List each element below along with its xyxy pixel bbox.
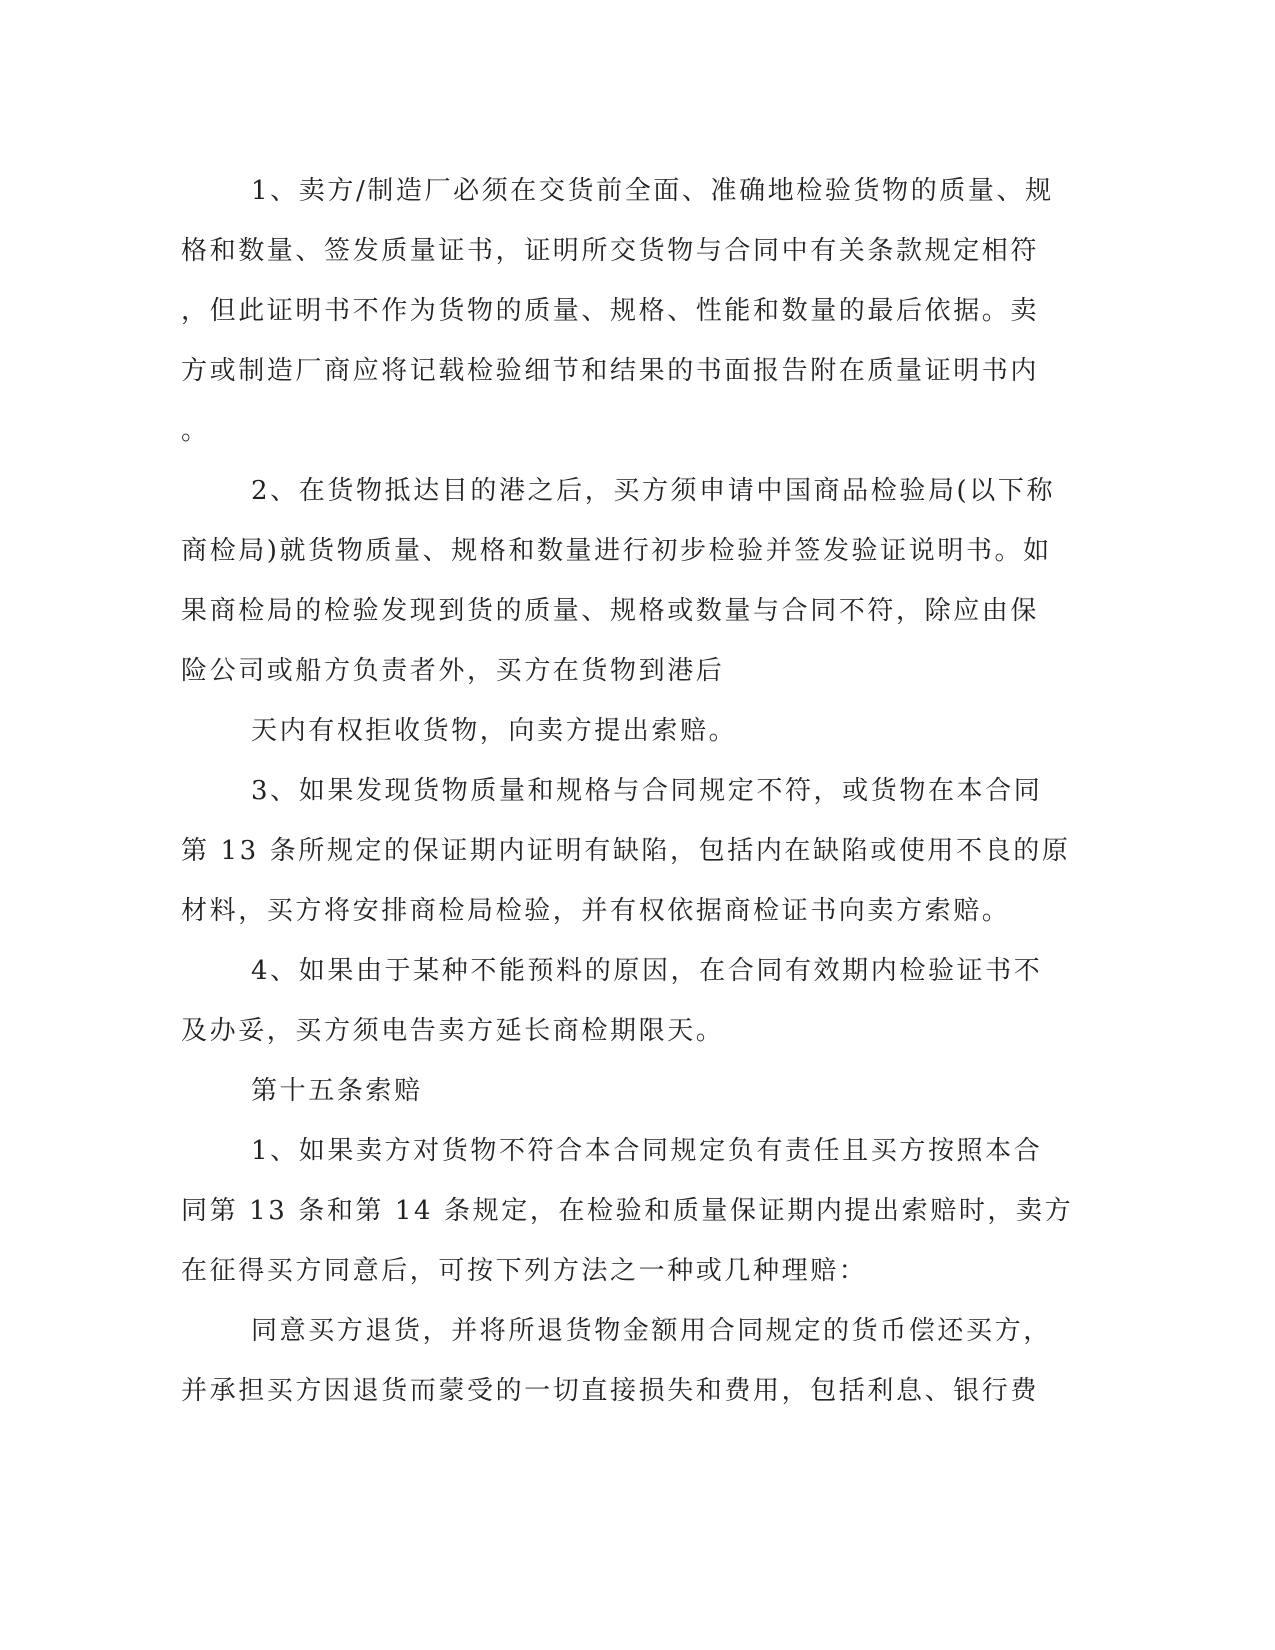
text-line: 在征得买方同意后，可按下列方法之一种或几种理赔： <box>181 1256 868 1286</box>
text-line: 2、在货物抵达目的港之后，买方须申请中国商品检验局(以下称 <box>251 476 1056 506</box>
text-line: 第 13 条所规定的保证期内证明有缺陷，包括内在缺陷或使用不良的原 <box>181 836 1071 866</box>
text-line: 果商检局的检验发现到货的质量、规格或数量与合同不符，除应由保 <box>181 596 1040 626</box>
text-line: 商检局)就货物质量、规格和数量进行初步检验并签发验证说明书。如 <box>181 536 1052 566</box>
text-line: 险公司或船方负责者外，买方在货物到港后 <box>181 656 725 686</box>
document-body <box>181 161 1074 1421</box>
text-line: 并承担买方因退货而蒙受的一切直接损失和费用，包括利息、银行费 <box>181 1376 1040 1406</box>
text-line: 1、如果卖方对货物不符合本合同规定负有责任且买方按照本合 <box>251 1136 1043 1166</box>
text-line: 同意买方退货，并将所退货物金额用合同规定的货币偿还买方， <box>251 1316 1052 1346</box>
text-line: 同第 13 条和第 14 条规定，在检验和质量保证期内提出索赔时，卖方 <box>181 1196 1074 1226</box>
text-line: 格和数量、签发质量证书，证明所交货物与合同中有关条款规定相符 <box>181 236 1040 266</box>
text-line: 3、如果发现货物质量和规格与合同规定不符，或货物在本合同 <box>251 776 1043 806</box>
text-line: 天内有权拒收货物，向卖方提出索赔。 <box>251 716 738 746</box>
section-heading: 第十五条索赔 <box>251 1076 423 1106</box>
text-line: 材料，买方将安排商检局检验，并有权依据商检证书向卖方索赔。 <box>181 896 1011 926</box>
text-line: 及办妥，买方须电告卖方延长商检期限天。 <box>181 1016 725 1046</box>
text-line: ，但此证明书不作为货物的质量、规格、性能和数量的最后依据。卖 <box>181 296 1040 326</box>
text-line: 方或制造厂商应将记载检验细节和结果的书面报告附在质量证明书内 <box>181 356 1040 386</box>
text-line: 1、卖方/制造厂必须在交货前全面、准确地检验货物的质量、规 <box>251 176 1054 206</box>
text-line: 4、如果由于某种不能预料的原因，在合同有效期内检验证书不 <box>251 956 1043 986</box>
text-line: 。 <box>181 416 210 446</box>
